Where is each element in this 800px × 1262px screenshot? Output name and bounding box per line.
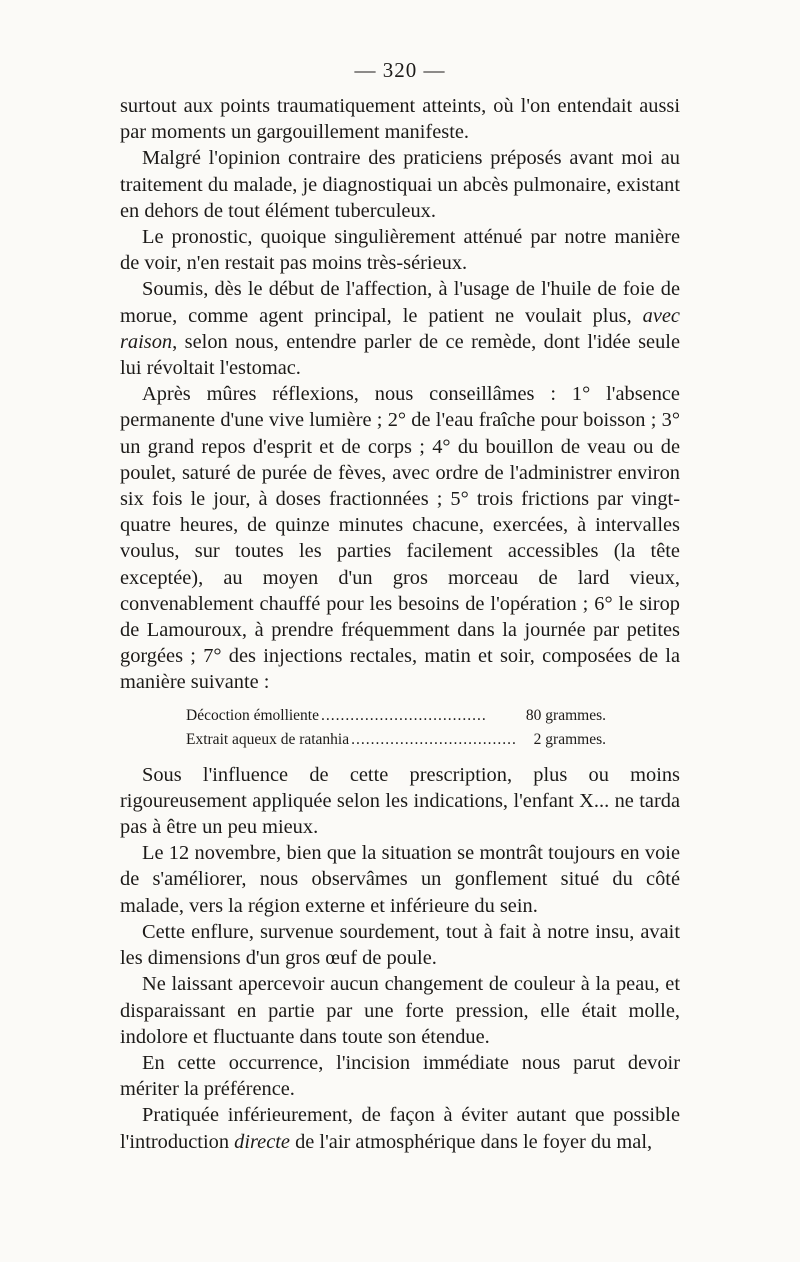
recipe-item [186, 730, 606, 750]
paragraph [120, 276, 680, 381]
body-text [120, 93, 680, 1155]
recipe-ingredient: Décoction émolliente [186, 706, 319, 724]
italic-text: avec raison [120, 304, 680, 353]
paragraph [120, 1102, 680, 1154]
recipe-dose: 2 grammes. [533, 730, 606, 748]
italic-text: directe [234, 1130, 290, 1153]
paragraph: Sous l'influence de cette prescription, plus ou moins rigoureusement appliquée selon les indications, l'enfant X... ne tarda pas à être un peu mieux. [120, 763, 680, 839]
paragraph: Le 12 novembre, bien que la situation se montrât toujours en voie de s'améliorer, nous observâmes un gonflement situé du côté malade, vers la région externe et inférieure du sein. [120, 842, 680, 917]
paragraph: Malgré l'opinion contraire des praticiens préposés avant moi au traitement du malade, je diagnostiquai un abcès pulmonaire, existant en dehors de tout élément tuberculeux. [120, 147, 680, 222]
paragraph-text: Soumis, dès le début de l'affection, à l'usage de l'huile de foie de morue, comme agent principal, le patient ne voulait plus, [120, 278, 680, 327]
paragraph-text: de l'air atmosphérique dans le foyer du mal, [289, 1130, 653, 1153]
paragraph: Après mûres réflexions, nous conseillâmes : 1° l'absence permanente d'une vive lumière ; 2° de l'eau fraîche pour boisson ; 3° un grand repos d'esprit et de corps ; 4° du bouillon de veau ou de poulet, saturé de purée de fèves, avec ordre de l'administrer environ six fois le jour, à doses fractionnées ; 5° trois frictions par vingt-quatre heures, de quinze minutes chacune, exercées, à intervalles voulus, sur toutes les parties facilement accessibles (la tête exceptée), au moyen d'un gros morceau de lard vieux, convenablement chauffé pour les besoins de l'opération ; 6° le sirop de Lamouroux, à prendre fréquemment dans la journée par petites gorgées ; 7° des injections rectales, matin et soir, composées de la manière suivante : [120, 383, 680, 694]
recipe-leader-dots: .................................. [351, 730, 517, 748]
paragraph: En cette occurrence, l'incision immédiate nous parut devoir mériter la préférence. [120, 1051, 680, 1101]
recipe-item [186, 706, 606, 726]
recipe-ingredient: Extrait aqueux de ratanhia [186, 730, 350, 748]
paragraph-text: Pratiquée inférieurement, de façon à éviter autant que possible l'introduction [120, 1104, 680, 1153]
paragraph-text: , selon nous, entendre parler de ce remède, dont l'idée seule lui révoltait l'estomac. [120, 330, 680, 380]
recipe-list [120, 706, 680, 750]
paragraph: Ne laissant apercevoir aucun changement de couleur à la peau, et disparaissant en partie par une forte pression, elle était molle, indolore et fluctuante dans toute son étendue. [120, 973, 680, 1048]
page-number: — 320 — [354, 58, 446, 82]
recipe-dose: 80 grammes. [525, 706, 606, 724]
paragraph: Cette enflure, survenue sourdement, tout à fait à notre insu, avait les dimensions d'un gros œuf de poule. [120, 920, 680, 970]
paragraph: Le pronostic, quoique singulièrement atténué par notre manière de voir, n'en restait pas moins très-sérieux. [120, 226, 680, 275]
recipe-leader-dots: .................................. [321, 706, 487, 724]
paragraph: surtout aux points traumatiquement atteints, où l'on entendait aussi par moments un gargouillement manifeste. [120, 95, 680, 144]
